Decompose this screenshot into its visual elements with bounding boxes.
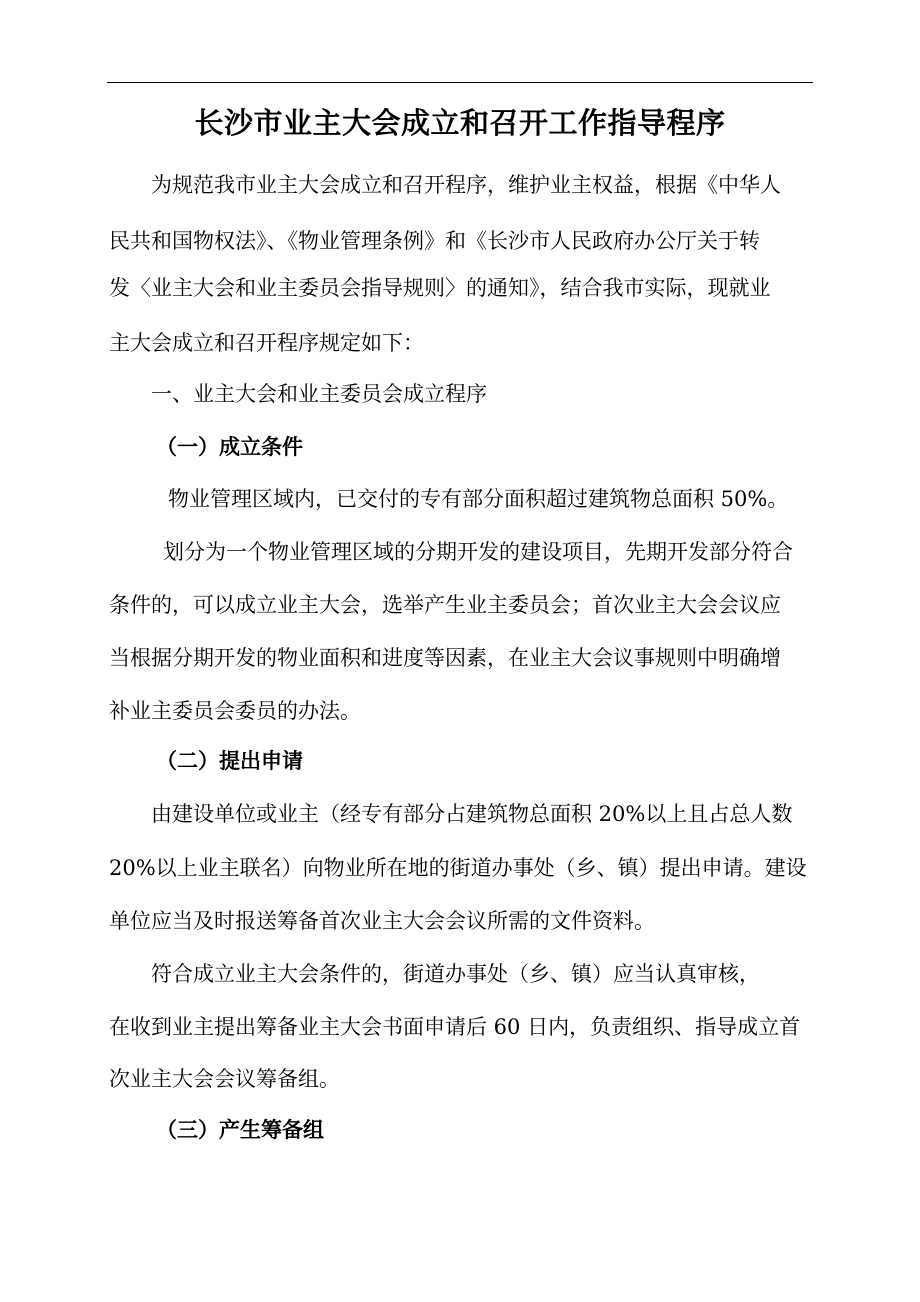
subsection-1-para-2-line-2: 条件的，可以成立业主大会，选举产生业主委员会；首次业主大会会议应 xyxy=(109,593,781,617)
intro-line-1: 为规范我市业主大会成立和召开程序，维护业主权益，根据《中华人 xyxy=(151,173,781,197)
subsection-1-para-2-line-3: 当根据分期开发的物业面积和进度等因素，在业主大会议事规则中明确增 xyxy=(109,646,781,670)
subsection-2-para-1-line-1: 由建设单位或业主（经专有部分占建筑物总面积 20%以上且占总人数 xyxy=(151,802,793,826)
document-title: 长沙市业主大会成立和召开工作指导程序 xyxy=(194,106,726,140)
header-rule xyxy=(107,82,813,83)
subsection-2-para-1-line-2: 20%以上业主联名）向物业所在地的街道办事处（乡、镇）提出申请。建设 xyxy=(109,856,807,880)
subsection-1-para-2-line-1: 划分为一个物业管理区域的分期开发的建设项目，先期开发部分符合 xyxy=(163,540,793,564)
subsection-2-para-2-line-1: 符合成立业主大会条件的，街道办事处（乡、镇）应当认真审核， xyxy=(151,962,760,986)
subsection-1-para-2-line-4: 补业主委员会委员的办法。 xyxy=(109,699,361,723)
subsection-2-para-1-line-3: 单位应当及时报送筹备首次业主大会会议所需的文件资料。 xyxy=(109,909,655,933)
subsection-1-paragraph-1: 物业管理区域内，已交付的专有部分面积超过建筑物总面积 50%。 xyxy=(168,487,789,511)
subsection-3-heading: （三）产生筹备组 xyxy=(156,1118,324,1142)
subsection-1-heading: （一）成立条件 xyxy=(156,435,303,459)
subsection-2-para-2-line-2: 在收到业主提出筹备业主大会书面申请后 60 日内，负责组织、指导成立首 xyxy=(109,1015,801,1039)
intro-line-2: 民共和国物权法》、《物业管理条例》和《长沙市人民政府办公厅关于转 xyxy=(109,229,760,253)
section-1-title: 一、业主大会和业主委员会成立程序 xyxy=(151,382,487,406)
intro-line-4: 主大会成立和召开程序规定如下： xyxy=(109,331,424,355)
intro-line-3: 发〈业主大会和业主委员会指导规则〉的通知》，结合我市实际，现就业 xyxy=(109,276,771,300)
subsection-2-para-2-line-3: 次业主大会会议筹备组。 xyxy=(109,1067,340,1091)
subsection-2-heading: （二）提出申请 xyxy=(156,749,303,773)
